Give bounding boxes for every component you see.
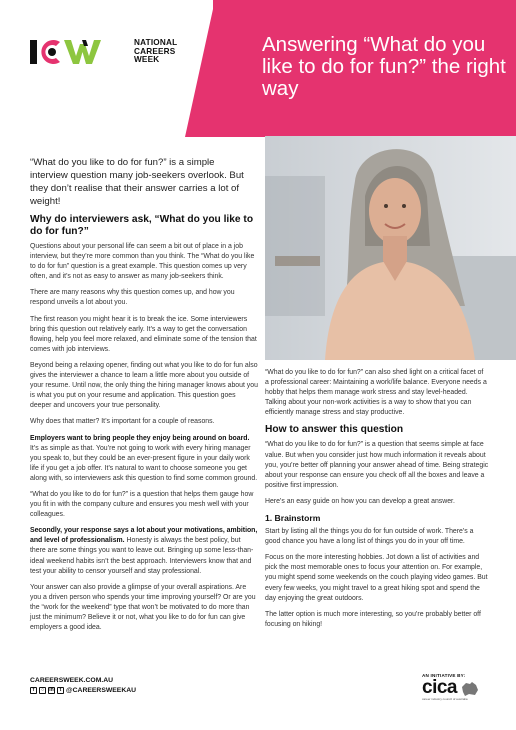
right-column bbox=[265, 368, 489, 636]
paragraph: Focus on the more interesting hobbies. Jot down a list of activities and pick the most memorable ones to focus your attention on. For example, you might spend some weekends on the couch playing video games. But every few weeks, you might travel to a great hiking spot and spend the day enjoying the great outdoors. bbox=[265, 554, 488, 602]
subheading-brainstorm: 1. Brainstorm bbox=[265, 513, 321, 524]
paragraph: “What do you like to do for fun?” is a question that helps them gauge how you fit in with the company culture and ensures you mesh well with your colleagues. bbox=[30, 490, 254, 519]
paragraph: “What do you like to do for fun?” is a question that seems simple at face value. But when you consider just how much information it reveals about you, you’re better off planning your answer ahead of time. Being strategic about your response can ensure you check off all the boxes and leave a positive first impression. bbox=[265, 441, 489, 489]
logo-line-3: WEEK bbox=[134, 55, 160, 65]
left-column bbox=[30, 214, 258, 639]
australia-map-icon bbox=[460, 681, 480, 697]
cica-subtitle: career industry council of australia bbox=[422, 697, 468, 701]
initiative-kicker: AN INITIATIVE BY: bbox=[422, 673, 466, 678]
ncw-logo bbox=[30, 38, 177, 66]
instagram-icon[interactable]: ○ bbox=[40, 687, 45, 693]
paragraph: The latter option is much more interesting, so you’re probably better off focusing on hiking! bbox=[265, 610, 481, 628]
footer-social bbox=[30, 687, 136, 694]
paragraph: Start by listing all the things you do for fun outside of work. There’s a good chance you have a long list of things you do in your off time. bbox=[265, 528, 474, 546]
header-wedge bbox=[185, 0, 215, 137]
intro-paragraph: “What do you like to do for fun?” is a simple interview question many job-seekers overlook. But they don’t realise that their answer carries a lot of weight! bbox=[30, 157, 244, 207]
paragraph bbox=[30, 526, 258, 576]
paragraph: There are many reasons why this question comes up, and how you respond unveils a lot about you. bbox=[30, 289, 235, 307]
bold-lead: Secondly, your response says a lot about your motivations, ambition, and level of professionalism. bbox=[30, 527, 258, 545]
footer-handle[interactable]: @CAREERSWEEKAU bbox=[66, 687, 137, 694]
logo-line-2: CAREERS bbox=[134, 46, 176, 56]
page-title: Answering “What do you like to do for fun?” the right way bbox=[262, 33, 506, 100]
paragraph: Here’s an easy guide on how you can develop a great answer. bbox=[265, 497, 455, 505]
section-heading-how: How to answer this question bbox=[265, 424, 404, 436]
footer bbox=[30, 677, 136, 694]
paragraph-rest: It’s as simple as that. You’re not going to work with every hiring manager you speak to, but they could be an ever-present figure in your daily work life if you get a job offer. It’s natural to want to choose someone you get along with, so interviewers ask this question to find some common ground. bbox=[30, 444, 258, 482]
footer-website-link[interactable]: CAREERSWEEK.COM.AU bbox=[30, 677, 114, 684]
bold-lead: Employers want to bring people they enjoy being around on board. bbox=[30, 434, 250, 442]
paragraph: Why does that matter? It’s important for a couple of reasons. bbox=[30, 418, 215, 426]
linkedin-icon[interactable]: in bbox=[49, 687, 54, 693]
hero-photo bbox=[265, 136, 516, 360]
paragraph-rest: Honesty is always the best policy, but there are some things you want to leave out. Bringing up some less-than-ideal weekend habits isn’t the best approach. Interviewers know that and test your ability to censor yourself and stay professional. bbox=[30, 537, 254, 575]
cica-logo bbox=[422, 673, 492, 701]
logo-line-1: NATIONAL bbox=[134, 38, 178, 48]
ncw-logo-text bbox=[134, 39, 177, 65]
facebook-icon[interactable]: f bbox=[30, 687, 37, 694]
paragraph: Questions about your personal life can seem a bit out of place in a job interview, but they’re more common than you think. The “What do you like to do for fun” question is a great example. This question comes up very often, and it’s not as easy to answer as many job-seekers think. bbox=[30, 243, 255, 281]
ncw-logo-mark bbox=[30, 38, 128, 66]
cica-wordmark: cica bbox=[422, 677, 457, 698]
paragraph: “What do you like to do for fun?” can also shed light on a critical facet of a professional career: Maintaining a work/life balance. Everyone needs a hobby that helps them manage work stress and stay level-headed. Talking about your non-work activities is a way to show that you can efficiently manage stress and stay productive. bbox=[265, 369, 487, 417]
paragraph: Your answer can also provide a glimpse of your overall aspirations. Are you a driven person who spends your time improving yourself? Or are you the “work for the weekend” type that won’t be motivated to do more than just the minimum? Believe it or not, what you like to do for fun can give employers a good idea. bbox=[30, 583, 256, 632]
twitter-icon[interactable]: t bbox=[57, 687, 64, 694]
paragraph bbox=[30, 434, 258, 484]
section-heading-why: Why do interviewers ask, “What do you like to do for fun?” bbox=[30, 214, 254, 237]
paragraph: The first reason you might hear it is to break the ice. Some interviewers bring this question out relatively early. It’s a way to get the conversation flowing, help you feel more relaxed, and eliminate some of the tension that comes with job interviews. bbox=[30, 315, 257, 353]
paragraph: Beyond being a relaxing opener, finding out what you like to do for fun also gives the interviewer a chance to learn a little more about you outside of your resume. Until now, the only thing the hiring manager knows about you is what you put on your resume and application. This question goes deeper and uncovers your true personality. bbox=[30, 361, 258, 410]
